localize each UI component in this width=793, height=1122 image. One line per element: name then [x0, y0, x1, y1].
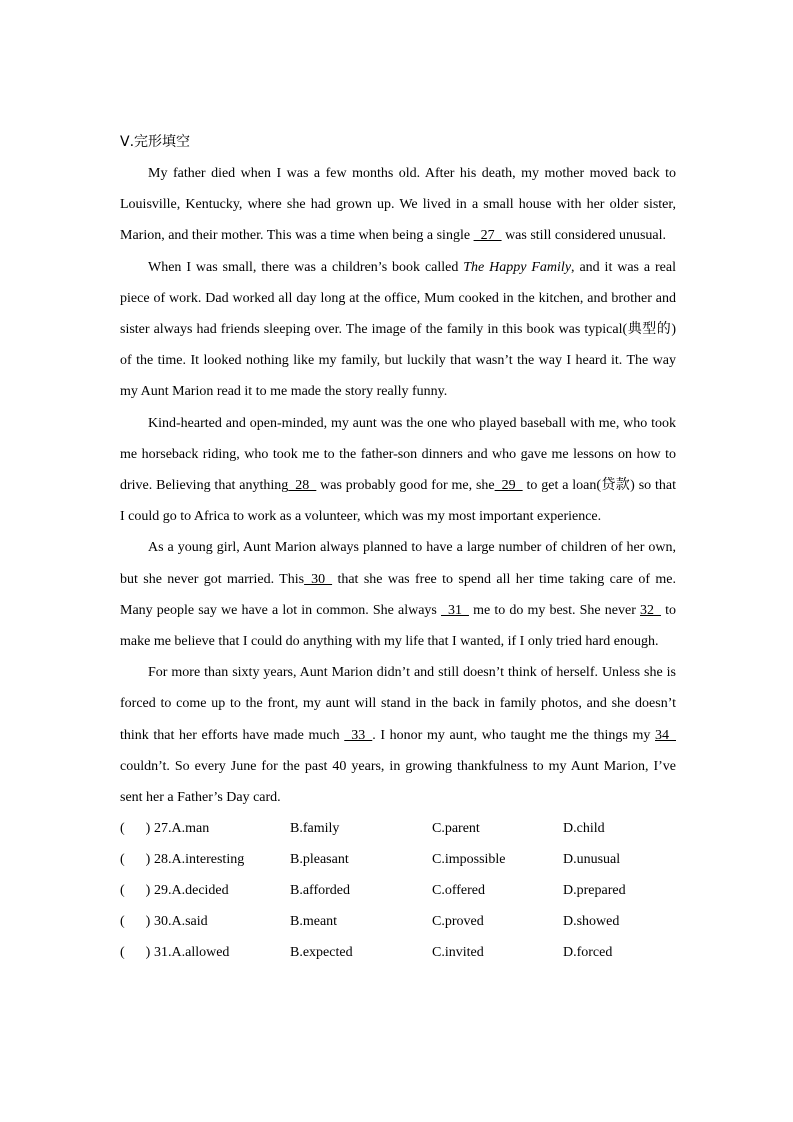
- option-c: C.offered: [432, 883, 485, 899]
- answer-bracket[interactable]: ( ): [120, 914, 151, 930]
- option-c: C.proved: [432, 914, 484, 930]
- option-d: D.unusual: [563, 852, 621, 868]
- paragraph-3: [120, 408, 676, 533]
- option-row-27: [120, 813, 676, 844]
- answer-bracket[interactable]: ( ): [120, 883, 151, 899]
- blank-32: 32: [639, 602, 661, 618]
- option-d: D.prepared: [563, 883, 626, 899]
- option-a: 29.A.decided: [154, 883, 229, 899]
- answer-bracket[interactable]: ( ): [120, 821, 151, 837]
- answer-bracket[interactable]: ( ): [120, 945, 151, 961]
- answer-bracket[interactable]: ( ): [120, 852, 151, 868]
- paragraph-2: [120, 252, 676, 408]
- option-c: C.parent: [432, 821, 480, 837]
- text-segment: was probably good for me, she: [316, 478, 495, 494]
- text-segment: to make me believe that I could do anything with my life that I wanted, if I only tried hard enough.: [120, 602, 676, 650]
- option-row-31: [120, 937, 676, 968]
- option-a: 27.A.man: [154, 821, 210, 837]
- option-d: D.showed: [563, 914, 620, 930]
- document-content: [120, 127, 676, 968]
- option-b: B.pleasant: [290, 852, 349, 868]
- paragraph-4: [120, 532, 676, 657]
- text-segment: couldn’t. So every June for the past 40 years, in growing thankfulness to my Aunt Marion, I’ve sent her a Father’s Day card.: [120, 758, 676, 806]
- option-b: B.expected: [290, 945, 353, 961]
- text-segment: was still considered unusual.: [501, 228, 667, 244]
- option-row-28: [120, 844, 676, 875]
- blank-31: 31: [440, 602, 469, 618]
- text-segment: As a young girl, Aunt Marion always planned to have a large number of children of her own, but she never got married. This: [120, 540, 676, 587]
- text-segment: to get a loan(贷款) so that I could go to Africa to work as a volunteer, which was my most important experience.: [120, 478, 676, 525]
- text-segment: When I was small, there was a children’s book called: [148, 259, 464, 275]
- blank-27: 27: [473, 228, 502, 244]
- section-title: Ⅴ.完形填空: [120, 134, 191, 150]
- text-segment: that she was free to spend all her time taking care of me. Many people say we have a lot in common. She always: [120, 571, 676, 618]
- blank-29: 29: [494, 478, 523, 494]
- blank-30: 30: [304, 571, 333, 587]
- paragraph-1: [120, 158, 676, 252]
- option-a: 30.A.said: [154, 914, 208, 930]
- blank-34: 34: [655, 727, 676, 743]
- option-c: C.invited: [432, 945, 484, 961]
- text-segment: For more than sixty years, Aunt Marion didn’t and still doesn’t think of herself. Unless she is forced to come up to the front, my aunt will stand in the back in family photos, and she doesn’t think that her efforts have made much: [120, 665, 676, 743]
- option-a: 31.A.allowed: [154, 945, 230, 961]
- blank-28: 28: [288, 478, 317, 494]
- paragraph-5: [120, 657, 676, 813]
- text-segment: My father died when I was a few months old. After his death, my mother moved back to Louisville, Kentucky, where she had grown up. We lived in a small house with her older sister, Marion, and their mother. This was a time when being a single: [120, 166, 676, 244]
- option-d: D.child: [563, 821, 605, 837]
- option-d: D.forced: [563, 945, 613, 961]
- option-c: C.impossible: [432, 852, 506, 868]
- text-segment: me to do my best. She never: [468, 602, 640, 618]
- text-segment: . I honor my aunt, who taught me the things my: [372, 727, 655, 743]
- book-title: The Happy Family: [463, 259, 572, 275]
- option-b: B.meant: [290, 914, 338, 930]
- option-row-30: [120, 906, 676, 937]
- option-a: 28.A.interesting: [154, 852, 245, 868]
- blank-33: 33: [344, 727, 373, 743]
- option-b: B.family: [290, 821, 340, 837]
- option-row-29: [120, 875, 676, 906]
- answer-options: [120, 813, 676, 968]
- text-segment: , and it was a real piece of work. Dad worked all day long at the office, Mum cooked in the kitchen, and brother and sister always had friends sleeping over. The image of the family in this book was typical(典型的) of the time. It looked nothing like my family, but luckily that wasn’t the way I heard it. The way my Aunt Marion read it to me made the story really funny.: [120, 259, 676, 400]
- option-b: B.afforded: [290, 883, 350, 899]
- text-segment: Kind-hearted and open-minded, my aunt was the one who played baseball with me, who took me horseback riding, who took me to the father-son dinners and who gave me lessons on how to drive. Believing that anything: [120, 415, 676, 494]
